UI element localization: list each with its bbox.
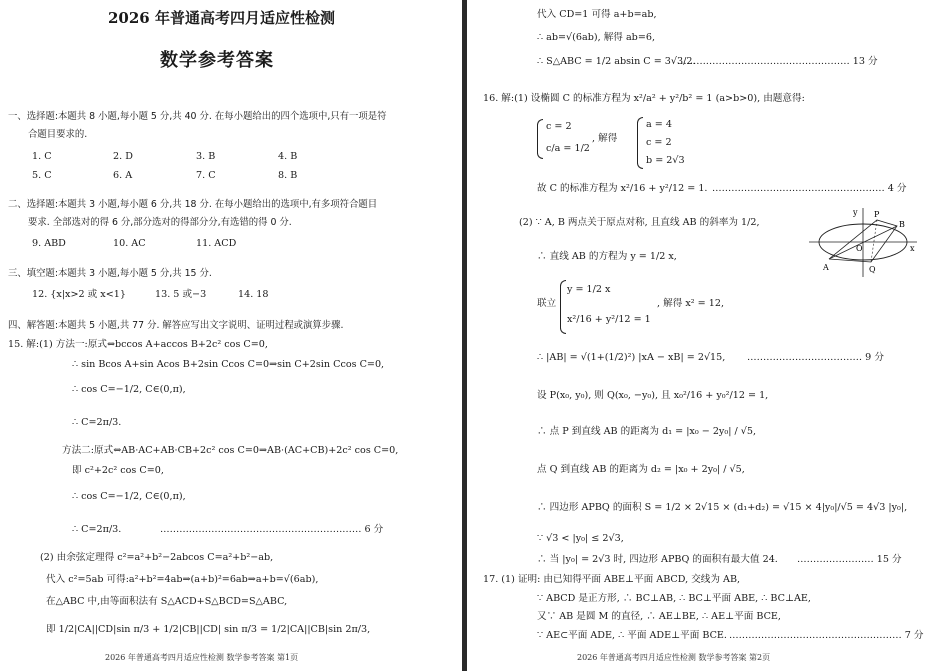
system-1-sol-2: c = 2 (646, 137, 672, 148)
label-y: y (853, 208, 858, 217)
multi-answer-9: 9. ABD (32, 238, 66, 249)
q15-line-8: ∴ C=2π/3. (72, 524, 122, 535)
multi-answer-10: 10. AC (113, 238, 146, 249)
q16-line-9: ∴ 四边形 APBQ 的面积 S = 1/2 × 2√15 × (d₁+d₂) = √15 × 4|y₀|/√5 = 4√3 |y₀|, (537, 502, 908, 513)
q15-line-4: ∴ C=2π/3. (72, 417, 122, 428)
left-footer: 2026 年普通高考四月适应性检测 数学参考答案 第1页 (105, 653, 299, 662)
left-page (0, 0, 462, 671)
system-2-eq-2: x²/16 + y²/12 = 1 (567, 314, 651, 325)
multi-answer-11: 11. ACD (196, 238, 237, 249)
q16-line-5: ∴ |AB| = √(1+(1/2)²) |xA − xB| = 2√15, (537, 352, 726, 363)
doc-subtitle: 数学参考答案 (160, 50, 274, 71)
q15-line-7: ∴ cos C=−1/2, C∈(0,π), (72, 491, 186, 502)
q15-line-10: 代入 c²=5ab 可得:a²+b²=4ab⇒(a+b)²=6ab⇒a+b=√(6ab), (46, 574, 319, 585)
fill-answer-13: 13. 5 或−3 (155, 289, 207, 300)
r-score-9: ……………………………… 9 分 (747, 352, 884, 363)
label-x: x (910, 244, 915, 253)
system-1-brace-right (637, 117, 643, 169)
q16-line-2: 故 C 的标准方程为 x²/16 + y²/12 = 1. (537, 183, 708, 194)
q15-line-9: (2) 由余弦定理得 c²=a²+b²−2abcos C=a²+b²−ab, (40, 552, 274, 563)
mc-answer-2: 2. D (113, 151, 133, 162)
q17-line-1: 17. (1) 证明: 由已知得平面 ABE⊥平面 ABCD, 交线为 AB, (483, 574, 741, 585)
system-2-eq-1: y = 1/2 x (567, 284, 611, 295)
q16-line-11: ∴ 当 |y₀| = 2√3 时, 四边形 APBQ 的面积有最大值 24. (537, 554, 778, 565)
q15-line-6: 即 c²+2c² cos C=0, (72, 465, 164, 476)
section-2-heading: 二、选择题:本题共 3 小题,每小题 6 分,共 18 分. 在每小题给出的选项中,有多项符合题目 (8, 199, 378, 210)
r-line-2: ∴ ab=√(6ab), 解得 ab=6, (537, 32, 656, 43)
system-2-result: , 解得 x² = 12, (657, 298, 724, 309)
q16-line-1: 16. 解:(1) 设椭圆 C 的标准方程为 x²/a² + y²/b² = 1 (a>b>0), 由题意得: (483, 93, 805, 104)
r-line-3: ∴ S△ABC = 1/2 absin C = 3√3/2. (537, 56, 696, 67)
right-footer: 2026 年普通高考四月适应性检测 数学参考答案 第2页 (577, 653, 771, 662)
q16-line-3: (2) ∵ A, B 两点关于原点对称, 且直线 AB 的斜率为 1/2, (519, 217, 760, 228)
q15-score-6: ……………………………………………………… 6 分 (160, 524, 384, 535)
q16-line-6: 设 P(x₀, y₀), 则 Q(x₀, −y₀), 且 x₀²/16 + y₀²/12 = 1, (537, 390, 769, 401)
mc-answer-5: 5. C (32, 170, 52, 181)
system-1-eq-1: c = 2 (546, 121, 572, 132)
system-1-sol-1: a = 4 (646, 119, 672, 130)
mc-answer-4: 4. B (278, 151, 298, 162)
section-2-heading-cont: 要求. 全部选对的得 6 分,部分选对的得部分分,有选错的得 0 分. (28, 217, 292, 228)
q16-line-10: ∵ √3 < |y₀| ≤ 2√3, (537, 533, 624, 544)
system-1-sol-3: b = 2√3 (646, 155, 685, 166)
label-Q: Q (869, 265, 876, 274)
q15-line-2: ∴ sin Bcos A+sin Acos B+2sin Ccos C=0⇒sin C+2sin Ccos C=0, (72, 359, 385, 370)
fill-answer-12: 12. {x|x>2 或 x<1} (32, 289, 126, 300)
mc-answer-8: 8. B (278, 170, 298, 181)
segment-PQ (871, 220, 877, 262)
q15-line-3: ∴ cos C=−1/2, C∈(0,π), (72, 384, 186, 395)
q15-line-5: 方法二:原式⇔AB·AC+AB·CB+2c² cos C=0⇒AB·(AC+CB)+2c² cos C=0, (62, 445, 399, 456)
label-O: O (856, 244, 863, 253)
q17-line-4: ∵ AE⊂平面 ADE, ∴ 平面 ADE⊥平面 BCE. (537, 630, 727, 641)
section-1-heading: 一、选择题:本题共 8 小题,每小题 5 分,共 40 分. 在每小题给出的四个选项中,只有一项是符 (8, 111, 387, 122)
mc-answer-6: 6. A (113, 170, 133, 181)
label-P: P (874, 210, 880, 219)
label-B: B (899, 220, 905, 229)
system-1-brace-left (537, 119, 543, 159)
q16-line-4: ∴ 直线 AB 的方程为 y = 1/2 x, (537, 251, 677, 262)
q15-line-11: 在△ABC 中,由等面积法有 S△ACD+S△BCD=S△ABC, (46, 596, 288, 607)
right-page (467, 0, 927, 671)
r-score-15: …………………… 15 分 (797, 554, 902, 565)
q16-line-8: 点 Q 到直线 AB 的距离为 d₂ = |x₀ + 2y₀| / √5, (537, 464, 745, 475)
system-1-eq-2: c/a = 1/2 (546, 143, 590, 154)
r-score-4: ……………………………………………… 4 分 (712, 183, 907, 194)
system-1-solve: , 解得 (592, 133, 618, 144)
section-1-heading-cont: 合题目要求的. (28, 129, 88, 140)
q15-line-12: 即 1/2|CA||CD|sin π/3 + 1/2|CB||CD| sin π/3 = 1/2|CA||CB|sin 2π/3, (46, 624, 371, 635)
q17-line-2: ∵ ABCD 是正方形, ∴ BC⊥AB, ∴ BC⊥平面 ABE, ∴ BC⊥AE, (537, 593, 811, 604)
system-2-lead: 联立 (537, 298, 557, 309)
q15-line-1: 15. 解:(1) 方法一:原式⇔bccos A+accos B+2c² cos C=0, (8, 339, 268, 350)
ellipse-figure (807, 205, 919, 280)
fill-answer-14: 14. 18 (238, 289, 269, 300)
q16-line-7: ∴ 点 P 到直线 AB 的距离为 d₁ = |x₀ − 2y₀| / √5, (537, 426, 757, 437)
q17-line-3: 又∵ AB 是圆 M 的直径, ∴ AE⊥BE, ∴ AE⊥平面 BCE, (537, 611, 781, 622)
doc-title: 2026 年普通高考四月适应性检测 (108, 9, 335, 27)
section-3-heading: 三、填空题:本题共 3 小题,每小题 5 分,共 15 分. (8, 268, 212, 279)
mc-answer-1: 1. C (32, 151, 52, 162)
r-score-7: ……………………………………………… 7 分 (729, 630, 924, 641)
r-line-1: 代入 CD=1 可得 a+b=ab, (537, 9, 657, 20)
label-A: A (823, 263, 829, 272)
section-4-heading: 四、解答题:本题共 5 小题,共 77 分. 解答应写出文字说明、证明过程或演算步骤. (8, 320, 344, 331)
r-score-13: ……………………………………………… 13 分 (677, 56, 878, 67)
mc-answer-3: 3. B (196, 151, 216, 162)
mc-answer-7: 7. C (196, 170, 216, 181)
system-2-brace (560, 280, 566, 334)
